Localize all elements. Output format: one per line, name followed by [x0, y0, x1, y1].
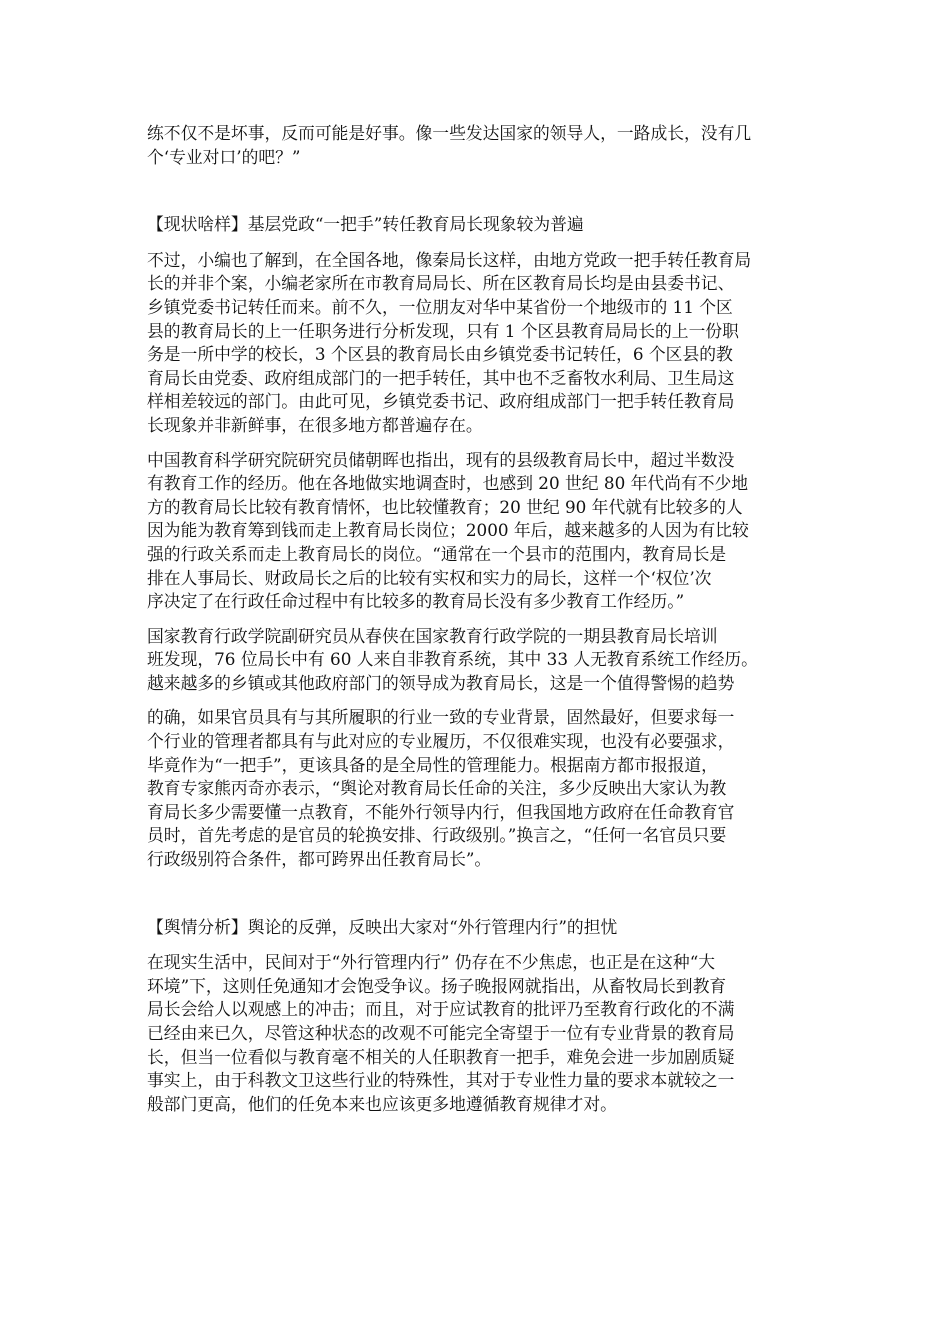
intro-paragraph: 练不仅不是坏事，反而可能是好事。像一些发达国家的领导人，一路成长，没有几 个‘专业对口’的吧？”: [147, 123, 752, 167]
spacer: [147, 939, 809, 951]
body-paragraph: 的确，如果官员具有与其所履职的行业一致的专业背景，固然最好，但要求每一 个行业的管理者都具有与此对应的专业履历，不仅很难实现，也没有必要强求， 毕竟作为“一把手”，更该具备的是全局性的管理能力。根据南方都市报报道， 教育专家熊丙奇亦表示，“舆论对教育局长任命的关注，多少反映出大家认为教 育局长多少需要懂一点教育，不能外行领导内行，但我国地方政府在任命教育官 员时，首先考虑的是官员的轮换安排、行政级别。”换言之，“任何一名官员只要 行政级别符合条件，都可跨界出任教育局长”。: [147, 707, 735, 870]
body-paragraph: 不过，小编也了解到，在全国各地，像秦局长这样，由地方党政一把手转任教育局 长的并非个案，小编老家所在市教育局局长、所在区教育局长均是由县委书记、 乡镇党委书记转任而来。前不久，一位朋友对华中某省份一个地级市的 11 个区 县的教育局长的上一任职务进行分析发现，只有 1 个区县教育局局长的上一份职 务是一所中学的校长，3 个区县的教育局长由乡镇党委书记转任，6 个区县的教 育局长由党委、政府组成部门的一把手转任，其中也不乏畜牧水利局、卫生局这 样相差较远的部门。由此可见，乡镇党委书记、政府组成部门一把手转任教育局 长现象并非新鲜事，在很多地方都普遍存在。: [147, 249, 752, 435]
section-heading-analysis: 【舆情分析】舆论的反弹，反映出大家对“外行管理内行”的担忧: [147, 916, 618, 937]
spacer: [147, 237, 809, 249]
section-heading-status: 【现状啥样】基层党政“一把手”转任教育局长现象较为普遍: [147, 214, 584, 235]
document-page: [147, 122, 809, 1116]
spacer: [147, 872, 809, 916]
body-paragraph: 国家教育行政学院副研究员从春侠在国家教育行政学院的一期县教育局长培训 班发现，76 位局长中有 60 人来自非教育系统，其中 33 人无教育系统工作经历。 越来越多的乡镇或其他政府部门的领导成为教育局长，这是一个值得警惕的趋势: [147, 625, 758, 693]
spacer: [147, 169, 809, 213]
body-paragraph: 中国教育科学研究院研究员储朝晖也指出，现有的县级教育局长中，超过半数没 有教育工作的经历。他在各地做实地调查时，也感到 20 世纪 80 年代尚有不少地 方的教育局长比较有教育情怀，也比较懂教育；20 世纪 90 年代就有比较多的人 因为能为教育筹到钱而走上教育局长岗位；2000 年后，越来越多的人因为有比较 强的行政关系而走上教育局长的岗位。“通常在一个县市的范围内，教育局长是 排在人事局长、财政局长之后的比较有实权和实力的局长，这样一个‘权位’次 序决定了在行政任命过程中有比较多的教育局长没有多少教育工作经历。”: [147, 449, 749, 612]
body-paragraph: 在现实生活中，民间对于“外行管理内行” 仍存在不少焦虑，也正是在这种“大 环境”下，这则任免通知才会饱受争议。扬子晚报网就指出，从畜牧局长到教育 局长会给人以观感上的冲击；而且，对于应试教育的批评乃至教育行政化的不满 已经由来已久，尽管这种状态的改观不可能完全寄望于一位有专业背景的教育局 长，但当一位看似与教育毫不相关的人任职教育一把手，难免会进一步加剧质疑 事实上，由于科教文卫这些行业的特殊性，其对于专业性力量的要求本就较之一 般部门更高，他们的任免本来也应该更多地遵循教育规律才对。: [147, 952, 735, 1114]
